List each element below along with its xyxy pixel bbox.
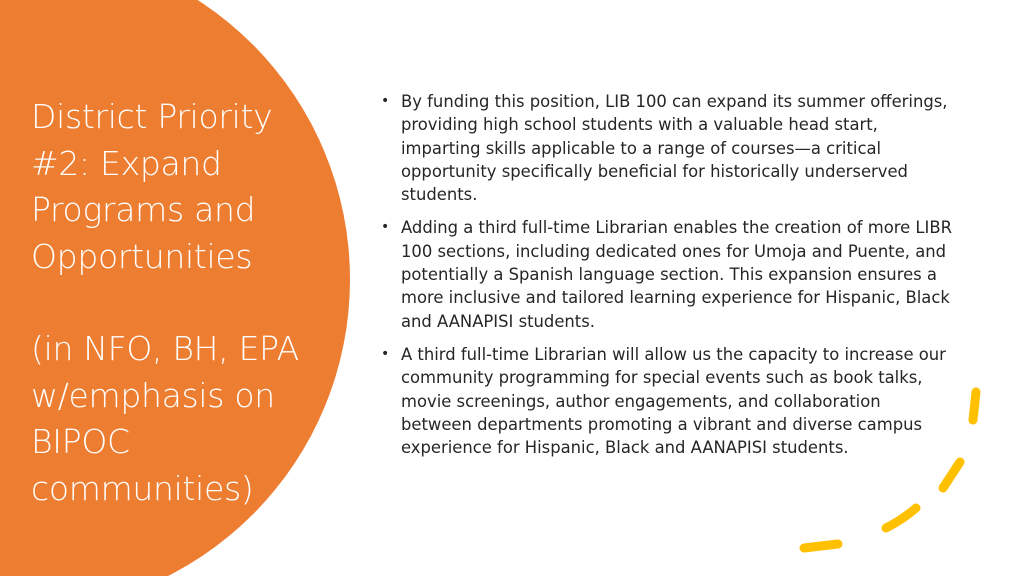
title-spacer <box>31 280 331 326</box>
bullet-text: By funding this position, LIB 100 can expand its summer offerings, providing high school students with a valuable head start, imparting skills applicable to a range of courses—a critical opportunity specifically beneficial for historically underserved students. <box>401 92 948 205</box>
bullet-text: Adding a third full-time Librarian enables the creation of more LIBR 100 sections, including dedicated ones for Umoja and Puente, and potentially a Spanish language section. This expansion ensures a more inclusive and tailored learning experience for Hispanic, Black and AANAPISI students. <box>401 218 953 331</box>
title-line: Opportunities <box>31 236 253 276</box>
bullet-text: A third full-time Librarian will allow us the capacity to increase our community programming for special events such as book talks, movie screenings, author engagements, and collaboration between departments promoting a vibrant and diverse campus experience for Hispanic, Black and AANAPISI students. <box>401 344 946 458</box>
arc-dash <box>886 508 916 528</box>
bullet-marker: • <box>381 345 390 362</box>
bullet-marker: • <box>381 219 390 236</box>
slide-title <box>31 94 331 512</box>
arc-dash <box>943 462 960 488</box>
title-line: District Priority <box>31 97 273 136</box>
subtitle-line: BIPOC <box>31 422 130 461</box>
title-line: Programs and <box>31 190 256 229</box>
bullet-marker: • <box>381 93 390 109</box>
subtitle-line: communities) <box>31 468 254 508</box>
subtitle-line: w/emphasis on <box>31 375 275 415</box>
arc-dash <box>804 544 838 548</box>
subtitle-line: (in NFO, BH, EPA <box>31 329 299 368</box>
bullet-item <box>381 90 953 206</box>
arc-dash <box>973 392 976 420</box>
dashed-arc-decoration <box>790 380 990 560</box>
bullet-item <box>381 216 953 332</box>
title-line: #2: Expand <box>31 143 222 183</box>
